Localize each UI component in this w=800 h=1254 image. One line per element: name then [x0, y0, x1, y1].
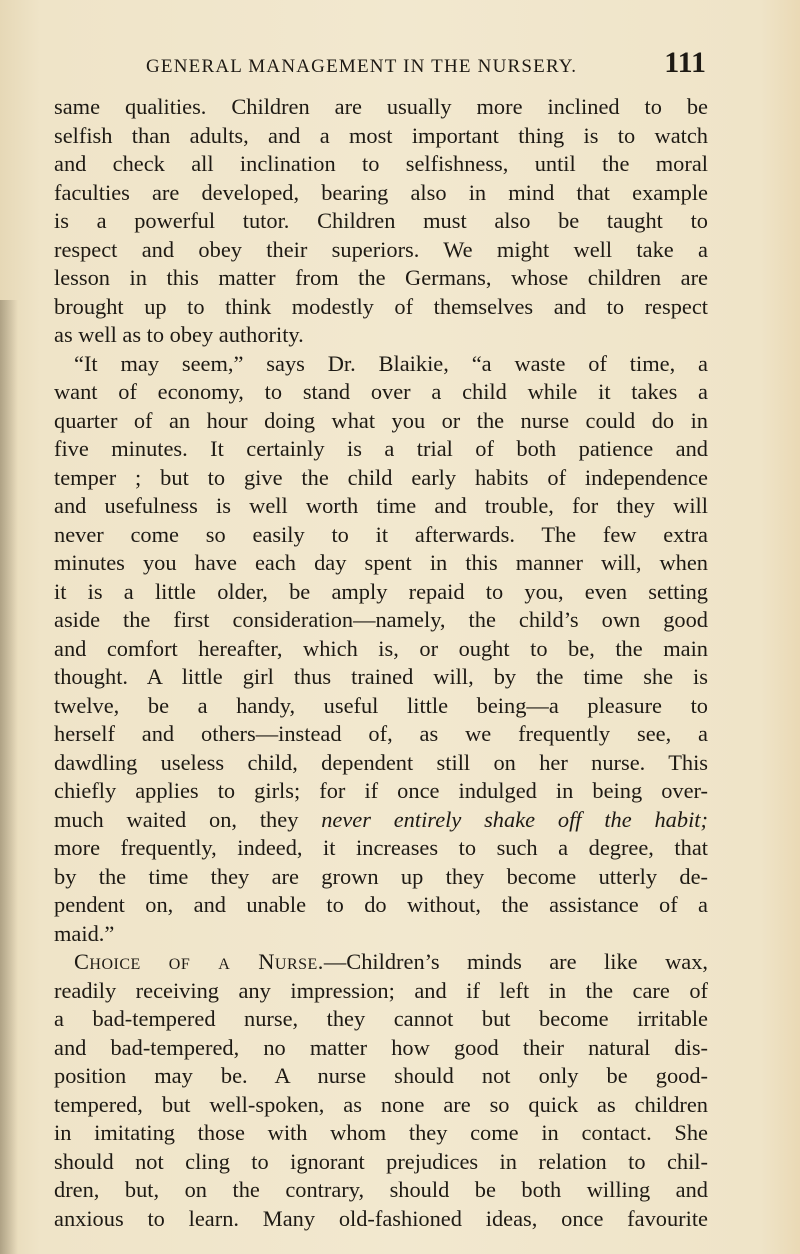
text-line: should not cling to ignorant prejudices in relation to chil- — [54, 1148, 708, 1174]
text-line: tempered, but well-spoken, as none are so quick as children — [54, 1091, 708, 1117]
text-line: aside the first consideration—namely, the child’s own good — [54, 607, 708, 632]
text-line: brought up to think modestly of themselves and to respect — [54, 293, 708, 319]
text-line: as well as to obey authority. — [54, 322, 304, 347]
text-line: selfish than adults, and a most important thing is to watch — [54, 122, 708, 148]
text-line: position may be. A nurse should not only be good- — [54, 1063, 708, 1088]
text-line: chiefly applies to girls; for if once indulged in being over- — [54, 778, 708, 803]
text-line — [54, 806, 708, 835]
page-header — [146, 46, 706, 86]
text-line: in imitating those with whom they come in contact. She — [54, 1120, 708, 1145]
text-line: and check all inclination to selfishness, until the moral — [54, 151, 708, 176]
text-line: twelve, be a handy, useful little being—a pleasure to — [54, 692, 708, 718]
running-head: GENERAL MANAGEMENT IN THE NURSERY. — [146, 56, 578, 77]
text-line: and usefulness is well worth time and trouble, for they will — [54, 493, 708, 518]
text-line: a bad-tempered nurse, they cannot but become irritable — [54, 1006, 708, 1031]
text-line: faculties are developed, bearing also in mind that example — [54, 179, 708, 205]
text-line: five minutes. It certainly is a trial of both patience and — [54, 436, 708, 461]
text-segment: —Children’s minds are like wax, — [323, 949, 708, 974]
text-line — [54, 948, 708, 977]
text-line: readily receiving any impression; and if left in the care of — [54, 977, 708, 1003]
text-line: never come so easily to it afterwards. The few extra — [54, 521, 708, 547]
text-line: same qualities. Children are usually more inclined to be — [54, 94, 708, 119]
page-binding-shadow — [0, 300, 18, 1254]
text-segment: much waited on, they — [54, 806, 299, 832]
text-line: minutes you have each day spent in this manner will, when — [54, 550, 708, 575]
text-line: by the time they are grown up they become utterly de- — [54, 863, 708, 889]
text-line: anxious to learn. Many old-fashioned ideas, once favourite — [54, 1205, 708, 1231]
text-line: and comfort hereafter, which is, or ought to be, the main — [54, 635, 708, 661]
text-line: is a powerful tutor. Children must also be taught to — [54, 208, 708, 233]
text-line: “It may seem,” says Dr. Blaikie, “a waste of time, a — [74, 350, 708, 376]
text-line: pendent on, and unable to do without, the assistance of a — [54, 892, 708, 917]
italic-phrase: never entirely shake off the habit; — [321, 806, 708, 832]
section-heading: Choice of a Nurse. — [74, 949, 324, 974]
text-line: it is a little older, be amply repaid to you, even setting — [54, 578, 708, 604]
text-line: dawdling useless child, dependent still on her nurse. This — [54, 749, 708, 775]
page-number: 111 — [664, 46, 706, 79]
body-text — [54, 93, 708, 1233]
text-line: thought. A little girl thus trained will, by the time she is — [54, 664, 708, 689]
text-line: want of economy, to stand over a child while it takes a — [54, 379, 708, 404]
text-line: herself and others—instead of, as we frequently see, a — [54, 721, 708, 746]
text-line: respect and obey their superiors. We might well take a — [54, 236, 708, 262]
text-line: maid.” — [54, 920, 115, 946]
text-line: temper ; but to give the child early habits of independence — [54, 464, 708, 490]
text-line: more frequently, indeed, it increases to such a degree, that — [54, 835, 708, 860]
text-line: lesson in this matter from the Germans, whose children are — [54, 265, 708, 290]
text-line: dren, but, on the contrary, should be both willing and — [54, 1177, 708, 1202]
text-line: and bad-tempered, no matter how good their natural dis- — [54, 1034, 708, 1060]
text-line: quarter of an hour doing what you or the nurse could do in — [54, 407, 708, 433]
